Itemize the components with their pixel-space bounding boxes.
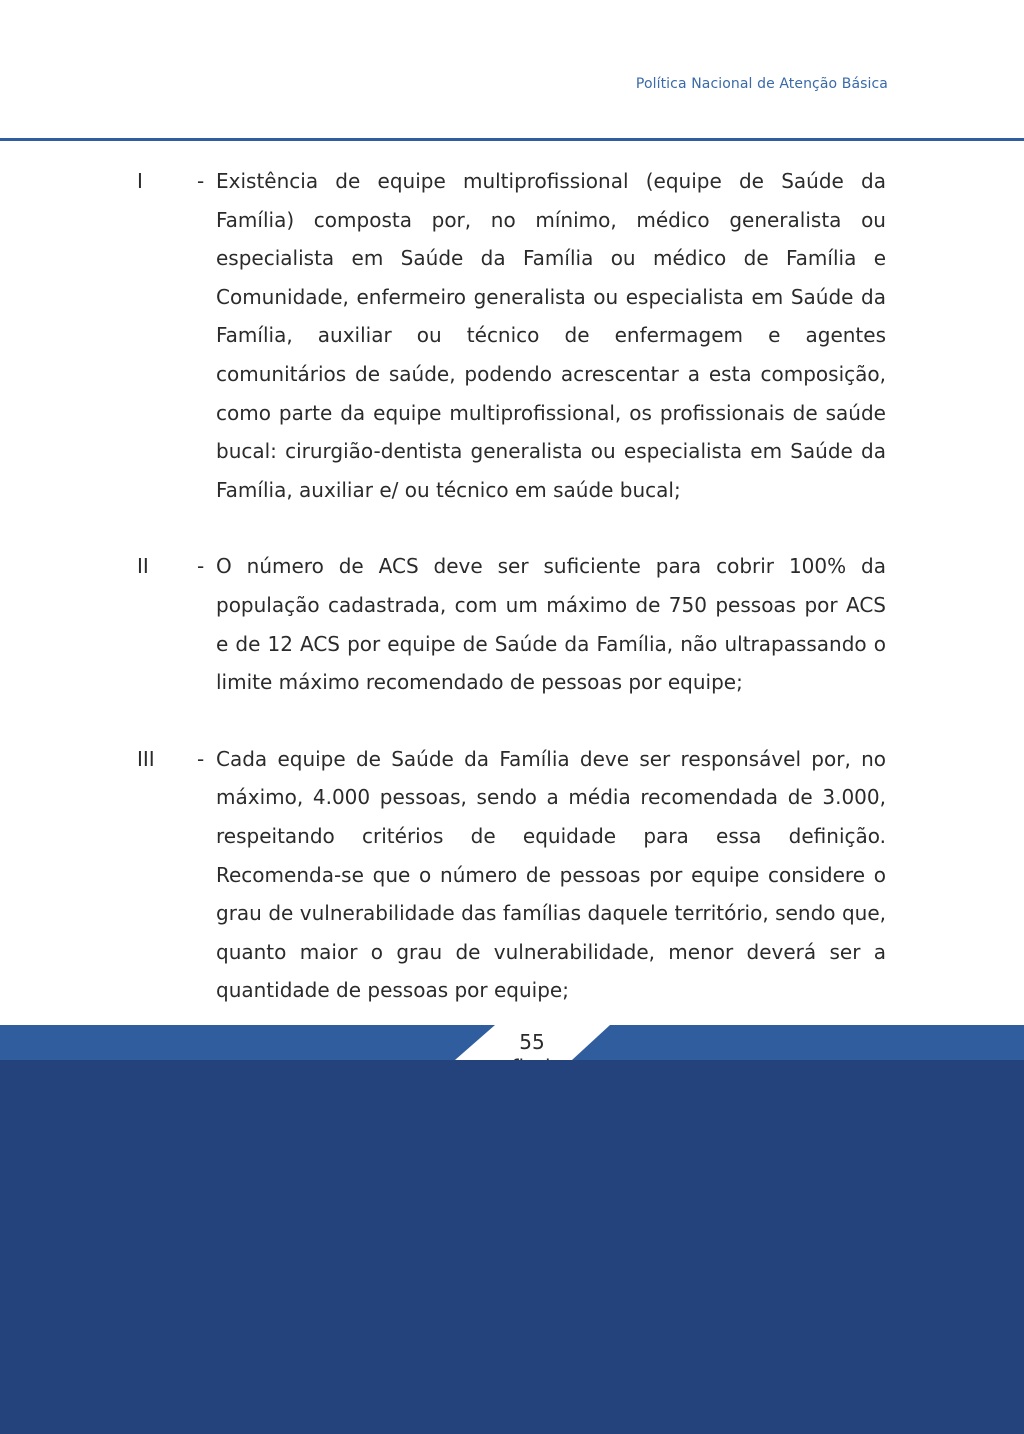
header-divider xyxy=(0,138,1024,141)
list-item xyxy=(0,547,1024,701)
list-item xyxy=(0,740,1024,1010)
item-numeral: III xyxy=(137,746,155,771)
footer-band xyxy=(0,1022,1024,1434)
item-dash: - xyxy=(197,746,205,771)
footer-band-bottom xyxy=(0,1060,1024,1434)
footer-band-left xyxy=(0,1025,495,1060)
item-text: Cada equipe de Saúde da Família deve ser responsável por, no máximo, 4.000 pessoas, sendo a média recomendada de 3.000, respeitando critérios de equidade para essa definição. Recomenda-se que o número de pessoas por equipe considere o grau de vulnerabilidade das famílias daquele território, sendo que, quanto maior o grau de vulnerabilidade, menor deverá ser a quantidade de pessoas por equipe; xyxy=(216,746,886,1003)
item-dash: - xyxy=(197,169,205,193)
footer-graphic xyxy=(0,1022,1024,1434)
item-dash: - xyxy=(197,554,205,579)
item-text: O número de ACS deve ser suficiente para cobrir 100% da população cadastrada, com um máximo de 750 pessoas por ACS e de 12 ACS por equipe de Saúde da Família, não ultrapassando o limite máximo recomendado de pessoas por equipe; xyxy=(216,554,886,695)
item-text: Existência de equipe multiprofissional (equipe de Saúde da Família) composta por, no mínimo, médico generalista ou especialista em Saúde da Família ou médico de Família e Comunidade, enfermeiro generalista ou especialista em Saúde da Família, auxiliar ou técnico de enfermagem e agentes comunitários de saúde, podendo acrescentar a esta composição, como parte da equipe multiprofissional, os profissionais de saúde bucal: cirurgião-dentista generalista ou especialista em Saúde da Família, auxiliar e/ ou técnico em saúde bucal; xyxy=(216,169,886,502)
item-numeral: I xyxy=(137,169,143,193)
item-numeral: II xyxy=(137,554,149,579)
page-number: 55 xyxy=(519,1030,545,1054)
list-item xyxy=(0,162,1024,509)
footer-band-right xyxy=(572,1025,1024,1060)
running-header-title: Política Nacional de Atenção Básica xyxy=(635,76,888,92)
